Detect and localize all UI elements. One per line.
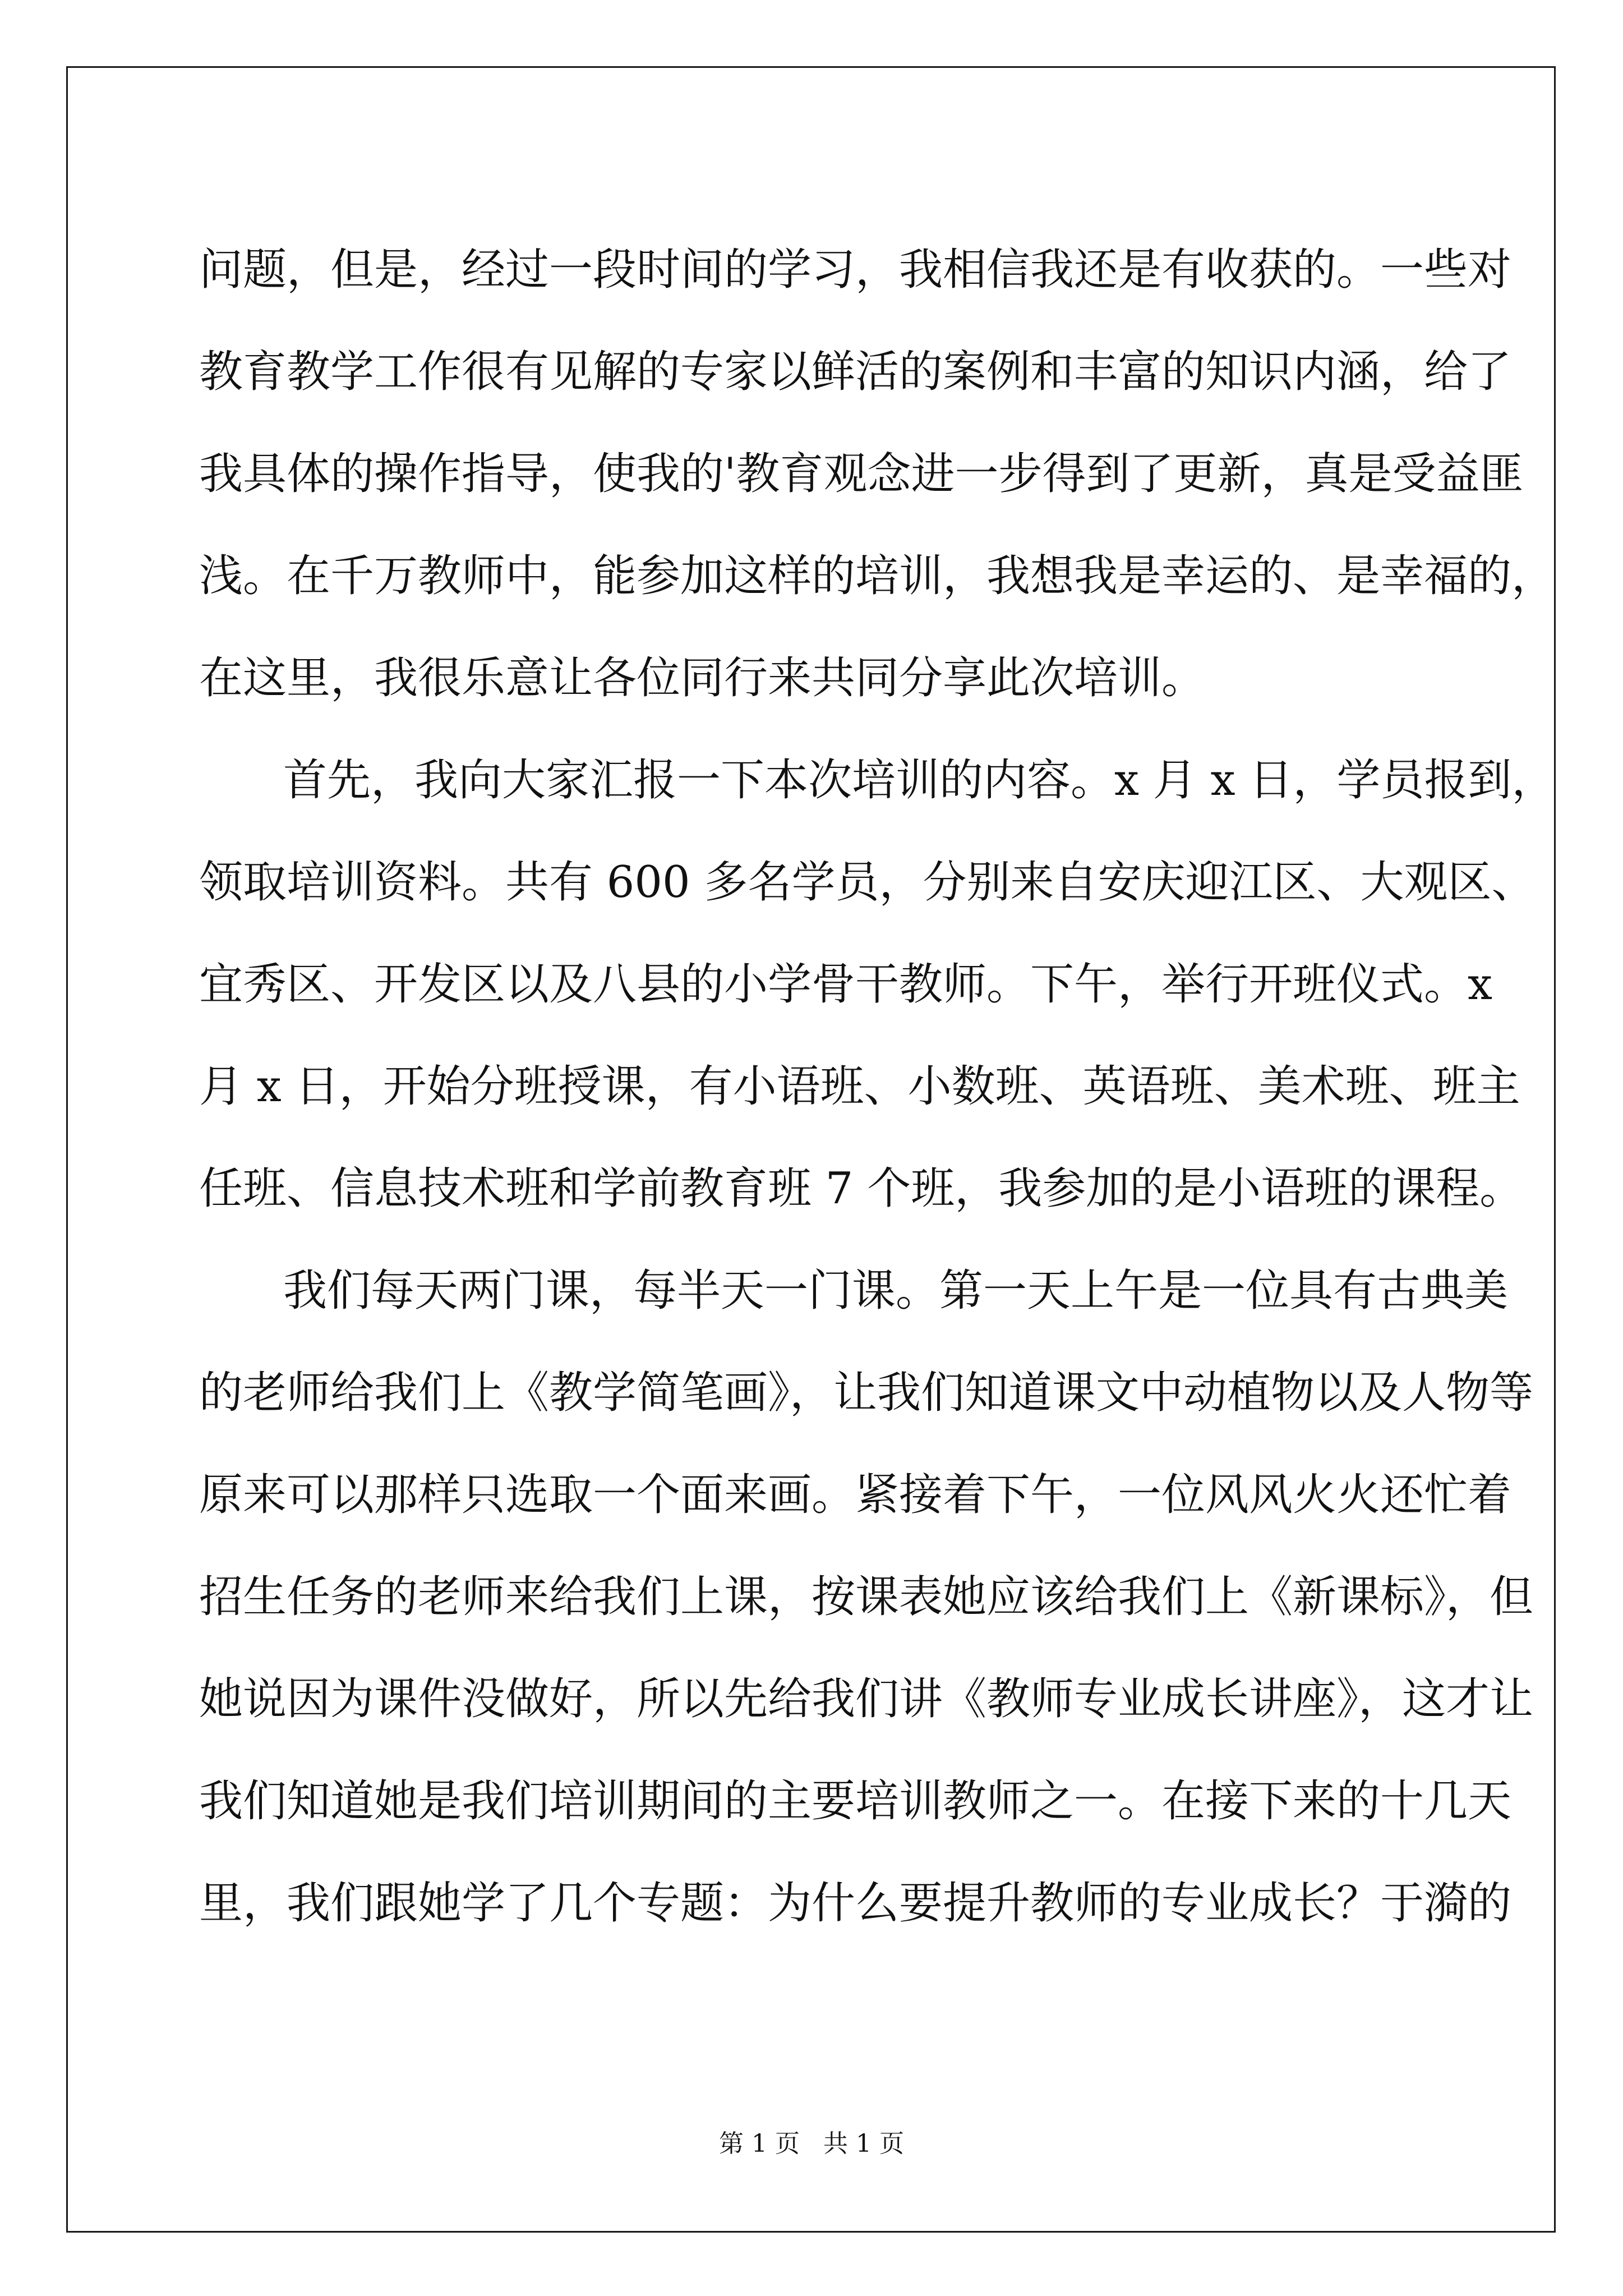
text-line-13: 原来可以那样只选取一个面来画。紧接着下午，一位风风火火还忙着 <box>199 1470 1512 1520</box>
text-line-10: 任班、信息技术班和学前教育班 7 个班，我参加的是小语班的课程。 <box>199 1163 1524 1214</box>
text-line-17: 里，我们跟她学了几个专题：为什么要提升教师的专业成长？于漪的 <box>199 1878 1512 1929</box>
text-line-11: 我们每天两门课，每半天一门课。第一天上午是一位具有古典美 <box>283 1266 1509 1316</box>
text-line-15: 她说因为课件没做好，所以先给我们讲《教师专业成长讲座》，这才让 <box>199 1674 1534 1724</box>
text-line-2: 教育教学工作很有见解的专家以鲜活的案例和丰富的知识内涵，给了 <box>199 347 1512 397</box>
text-line-16: 我们知道她是我们培训期间的主要培训教师之一。在接下来的十几天 <box>199 1776 1512 1826</box>
text-line-5: 在这里，我很乐意让各位同行来共同分享此次培训。 <box>199 653 1206 703</box>
text-line-7: 领取培训资料。共有 600 多名学员，分别来自安庆迎江区、大观区、 <box>199 857 1536 908</box>
page-number-footer: 第 1 页 共 1 页 <box>719 2129 904 2158</box>
text-line-14: 招生任务的老师来给我们上课，按课表她应该给我们上《新课标》，但 <box>199 1572 1534 1622</box>
text-line-6: 首先，我向大家汇报一下本次培训的内容。x 月 x 日，学员报到， <box>283 755 1556 806</box>
text-line-12: 的老师给我们上《教学简笔画》，让我们知道课文中动植物以及人物等 <box>199 1368 1534 1418</box>
text-line-4: 浅。在千万教师中，能参加这样的培训，我想我是幸运的、是幸福的， <box>199 551 1556 601</box>
text-line-8: 宜秀区、开发区以及八县的小学骨干教师。下午，举行开班仪式。x <box>199 959 1492 1010</box>
text-line-1: 问题，但是，经过一段时间的学习，我相信我还是有收获的。一些对 <box>199 245 1512 295</box>
document-body <box>199 219 1556 1954</box>
text-line-9: 月 x 日，开始分班授课，有小语班、小数班、英语班、美术班、班主 <box>199 1061 1520 1112</box>
text-line-3: 我具体的操作指导，使我的'教育观念进一步得到了更新，真是受益匪 <box>199 449 1524 499</box>
